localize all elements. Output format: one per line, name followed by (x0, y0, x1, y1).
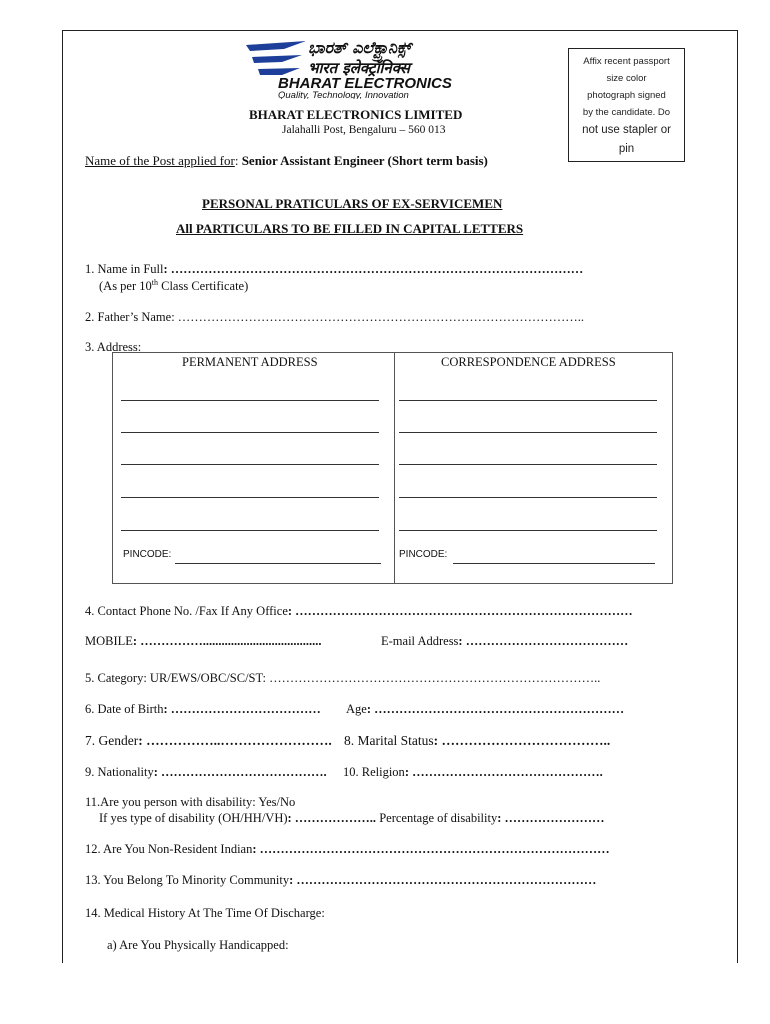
field-disability[interactable]: 11.Are you person with disability: Yes/No (85, 795, 296, 809)
post-label: Name of the Post applied for (85, 153, 235, 168)
correspondence-address-line[interactable] (399, 530, 657, 531)
field-contact-phone[interactable]: 4. Contact Phone No. /Fax If Any Office: ……………………………………………………………………… (85, 604, 633, 618)
logo-text-hindi: भारत इलेक्ट्रॉनिक्स (308, 59, 410, 77)
permanent-address-line[interactable] (121, 400, 379, 401)
permanent-address-line[interactable] (121, 464, 379, 465)
field-date-of-birth[interactable]: 6. Date of Birth: ……………………………… (85, 702, 321, 716)
bel-logo (244, 35, 514, 99)
photo-instruction-2: size color (606, 73, 647, 84)
photo-box[interactable] (568, 48, 685, 162)
correspondence-pincode-field[interactable] (453, 563, 655, 564)
field-email[interactable]: E-mail Address: ………………………………… (381, 634, 629, 648)
company-name: BHARAT ELECTRONICS LIMITED (249, 107, 463, 122)
field-nri[interactable]: 12. Are You Non-Resident Indian: ………………………………………………………………………… (85, 842, 610, 856)
post-applied (85, 153, 488, 169)
field-address-label: 3. Address: (85, 340, 142, 354)
form-title: PERSONAL PRATICULARS OF EX-SERVICEMEN (202, 196, 503, 211)
correspondence-address-line[interactable] (399, 400, 657, 401)
form-subtitle: All PARTICULARS TO BE FILLED IN CAPITAL LETTERS (176, 221, 524, 236)
permanent-pincode-field[interactable] (175, 563, 381, 564)
field-minority[interactable]: 13. You Belong To Minority Community: ……………………………………………………………… (85, 873, 597, 887)
correspondence-address-line[interactable] (399, 464, 657, 465)
field-nationality[interactable]: 9. Nationality: …………………………………. (85, 765, 327, 779)
photo-instruction-6: pin (618, 143, 635, 155)
correspondence-pincode-label: PINCODE: (399, 549, 448, 560)
photo-instruction-1: Affix recent passport (583, 56, 670, 67)
logo-text-english: BHARAT ELECTRONICS (278, 75, 452, 92)
photo-instruction-3: photograph signed (587, 90, 666, 101)
field-gender[interactable]: 7. Gender: ……………..……………………. (85, 733, 332, 748)
permanent-address-heading: PERMANENT ADDRESS (182, 355, 318, 369)
address-column-divider (394, 353, 395, 583)
field-age[interactable]: Age: …………………………………………………… (346, 702, 625, 716)
field-name-dots: : ……………………………………………………………………………………… (163, 262, 584, 276)
field-name-note: (As per 10th Class Certificate) (99, 278, 249, 294)
logo-tagline: Quality, Technology, Innovation (278, 90, 409, 99)
permanent-address-line[interactable] (121, 497, 379, 498)
field-mobile[interactable]: MOBILE: ……………...................................... (85, 634, 322, 648)
correspondence-address-line[interactable] (399, 497, 657, 498)
post-colon: : (234, 153, 242, 168)
logo-swoosh-icon (246, 41, 306, 75)
photo-instruction-4: by the candidate. Do (582, 107, 671, 118)
permanent-address-line[interactable] (121, 530, 379, 531)
field-medical-history: 14. Medical History At The Time Of Discharge: (85, 906, 325, 920)
address-table (112, 352, 673, 584)
photo-instruction-5: not use stapler or (582, 124, 671, 136)
company-address: Jalahalli Post, Bengaluru – 560 013 (282, 124, 446, 136)
post-value: Senior Assistant Engineer (Short term basis) (241, 153, 488, 168)
permanent-address-line[interactable] (121, 432, 379, 433)
field-name-label: 1. Name in Full (85, 262, 164, 276)
field-fathers-name[interactable]: 2. Father’s Name: …………………………………………………………………………………….. (85, 310, 585, 324)
field-marital-status[interactable]: 8. Marital Status: ……………………………….. (344, 733, 611, 748)
field-disability-type[interactable]: If yes type of disability (OH/HH/VH): ……………….. Percentage of disability: …………………… (99, 811, 605, 825)
correspondence-address-line[interactable] (399, 432, 657, 433)
correspondence-address-heading: CORRESPONDENCE ADDRESS (441, 355, 616, 369)
field-religion[interactable]: 10. Religion: ………………………………………. (343, 765, 603, 779)
permanent-pincode-label: PINCODE: (123, 549, 172, 560)
logo-text-native: ಭಾರತ್ ಎಲೆಕ್ಟ್ರಾನಿಕ್ಸ್ (308, 38, 411, 57)
field-name-in-full[interactable] (85, 262, 583, 277)
field-category[interactable]: 5. Category: UR/EWS/OBC/SC/ST: …………………………………………………………………….. (85, 671, 601, 685)
field-physically-handicapped[interactable]: a) Are You Physically Handicapped: (107, 938, 289, 952)
